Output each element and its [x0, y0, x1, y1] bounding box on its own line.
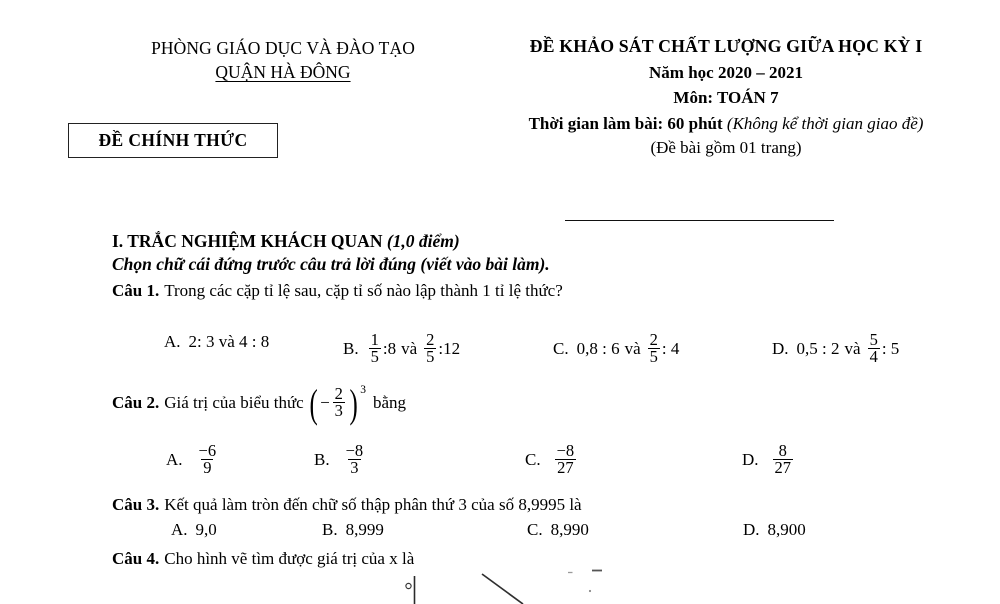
- fraction-numerator: 1: [370, 329, 379, 349]
- fraction-denominator: 5: [426, 347, 435, 367]
- fraction-numerator: 5: [869, 329, 878, 349]
- fraction-two-fifths: [648, 329, 660, 367]
- option-a-label: A.: [166, 450, 183, 470]
- figure-diagonal-line: [482, 574, 523, 604]
- question-3-option-d[interactable]: [743, 520, 806, 540]
- official-exam-stamp-label: ĐỀ CHÍNH THỨC: [98, 130, 248, 150]
- option-c-text: 8,990: [550, 520, 589, 539]
- question-2-option-a[interactable]: [166, 440, 220, 478]
- question-3-option-b[interactable]: [322, 520, 384, 540]
- fraction-one-fifth: [369, 329, 381, 367]
- option-a-label: A.: [164, 332, 181, 351]
- school-year: Năm học 2020 – 2021: [649, 63, 803, 82]
- question-2-stem: [112, 380, 407, 426]
- duration-value: Thời gian làm bài: 60 phút: [528, 114, 723, 133]
- question-3-option-c[interactable]: [527, 520, 589, 540]
- fraction-numerator: −6: [198, 440, 217, 460]
- option-c-label: C.: [553, 339, 569, 359]
- subject-line: Môn: TOÁN 7: [673, 88, 779, 107]
- minus-sign: −: [320, 393, 330, 413]
- fraction-numerator: 2: [426, 329, 435, 349]
- fraction-eight-27ths: [773, 440, 794, 478]
- fraction-numerator: −8: [345, 440, 364, 460]
- ratio-decimal: 0,8 : 6: [576, 339, 620, 359]
- question-1-text: Trong các cặp tỉ lệ sau, cặp tỉ số nào lập thành 1 tỉ lệ thức?: [164, 281, 563, 300]
- ratio-part-1: :8: [382, 339, 397, 359]
- question-2-option-c[interactable]: [525, 440, 578, 478]
- left-paren-glyph: (: [309, 380, 318, 426]
- official-exam-stamp-box: [68, 123, 278, 158]
- question-1-option-d[interactable]: [772, 329, 900, 367]
- option-b-text: [367, 329, 461, 367]
- fraction-numerator: 2: [334, 383, 343, 403]
- ratio-part: : 4: [661, 339, 680, 359]
- option-a-text: 9,0: [195, 520, 217, 539]
- header-left-block: [108, 38, 458, 83]
- fraction-denominator: 27: [557, 458, 574, 478]
- page-count-note: (Đề bài gồm 01 trang): [650, 138, 802, 157]
- fraction-denominator: 3: [334, 401, 343, 421]
- fraction-neg-eight-thirds: [344, 440, 366, 478]
- section-title-points: (1,0 điểm): [386, 231, 460, 251]
- section-title: [112, 231, 460, 252]
- question-2-option-b[interactable]: [314, 440, 367, 478]
- question-4-label: Câu 4.: [112, 549, 160, 568]
- option-c-text: [576, 329, 680, 367]
- right-paren-glyph: ): [349, 380, 358, 426]
- document-header: [0, 38, 1000, 198]
- question-2-label: Câu 2.: [112, 393, 160, 413]
- question-1-option-b[interactable]: [343, 329, 461, 367]
- fraction-neg-six-ninths: [197, 440, 219, 478]
- question-3-text: Kết quả làm tròn đến chữ số thập phân thứ 3 của số 8,9995 là: [164, 495, 582, 514]
- ratio-decimal: 0,5 : 2: [796, 339, 840, 359]
- option-d-label: D.: [742, 450, 759, 470]
- fraction-denominator: 3: [350, 458, 359, 478]
- duration-note: (Không kể thời gian giao đề): [726, 114, 924, 133]
- header-right-block: [452, 36, 1000, 158]
- fraction-denominator: 27: [774, 458, 792, 478]
- question-4-text: Cho hình vẽ tìm được giá trị của x là: [164, 549, 415, 568]
- ratio-part: : 5: [881, 339, 900, 359]
- question-3-stem: [112, 495, 582, 515]
- fraction-denominator: 9: [203, 458, 212, 478]
- option-b-text: 8,999: [345, 520, 384, 539]
- question-1-option-c[interactable]: [553, 329, 680, 367]
- section-title-text: I. TRẮC NGHIỆM KHÁCH QUAN: [112, 231, 383, 251]
- question-3-option-a[interactable]: [171, 520, 217, 540]
- fraction-numerator: 8: [778, 440, 787, 460]
- conjunction-va: và: [401, 339, 418, 359]
- question-2-option-d[interactable]: [742, 440, 795, 478]
- department-name-line1: PHÒNG GIÁO DỤC VÀ ĐÀO TẠO: [151, 38, 415, 58]
- option-b-label: B.: [343, 339, 359, 359]
- fraction-denominator: 5: [370, 347, 379, 367]
- option-d-text: [796, 329, 900, 367]
- option-b-label: B.: [322, 520, 338, 539]
- figure-faint-dot: [589, 590, 591, 592]
- conjunction-va: và: [844, 339, 861, 359]
- option-a-text: 2: 3 và 4 : 8: [188, 332, 270, 351]
- option-c-label: C.: [527, 520, 543, 539]
- option-d-label: D.: [772, 339, 789, 359]
- question-1-label: Câu 1.: [112, 281, 160, 300]
- option-b-label: B.: [314, 450, 330, 470]
- power-expression: [307, 380, 366, 426]
- question-2-text-before: Giá trị của biểu thức: [164, 393, 304, 413]
- figure-angle-marker-circle: [406, 583, 411, 588]
- question-4-stem: [112, 549, 414, 569]
- question-1-stem: [112, 281, 563, 301]
- section-instruction: Chọn chữ cái đứng trước câu trả lời đúng (viết vào bài làm).: [112, 254, 550, 274]
- fraction-denominator: 5: [649, 347, 658, 367]
- exponent: 3: [360, 384, 366, 396]
- option-d-text: 8,900: [767, 520, 806, 539]
- fraction-denominator: 4: [869, 347, 878, 367]
- question-3-label: Câu 3.: [112, 495, 160, 514]
- department-name-line2: QUẬN HÀ ĐÔNG: [215, 62, 351, 82]
- conjunction-va: và: [624, 339, 641, 359]
- fraction-numerator: 2: [649, 329, 658, 349]
- duration-line: [452, 114, 1000, 134]
- question-1-option-a[interactable]: [164, 332, 269, 352]
- fraction-numerator: −8: [556, 440, 575, 460]
- fraction-two-fifths: [424, 329, 436, 367]
- option-d-label: D.: [743, 520, 760, 539]
- question-2-text-after: bằng: [372, 393, 407, 413]
- fraction-two-thirds: [333, 383, 345, 421]
- fraction-five-fourths: [868, 329, 880, 367]
- exam-title: ĐỀ KHẢO SÁT CHẤT LƯỢNG GIỮA HỌC KỲ I: [529, 36, 923, 56]
- ratio-part-2: :12: [438, 339, 461, 359]
- header-divider-rule: [565, 220, 834, 221]
- option-c-label: C.: [525, 450, 541, 470]
- fraction-neg-eight-27ths: [555, 440, 577, 478]
- option-a-label: A.: [171, 520, 188, 539]
